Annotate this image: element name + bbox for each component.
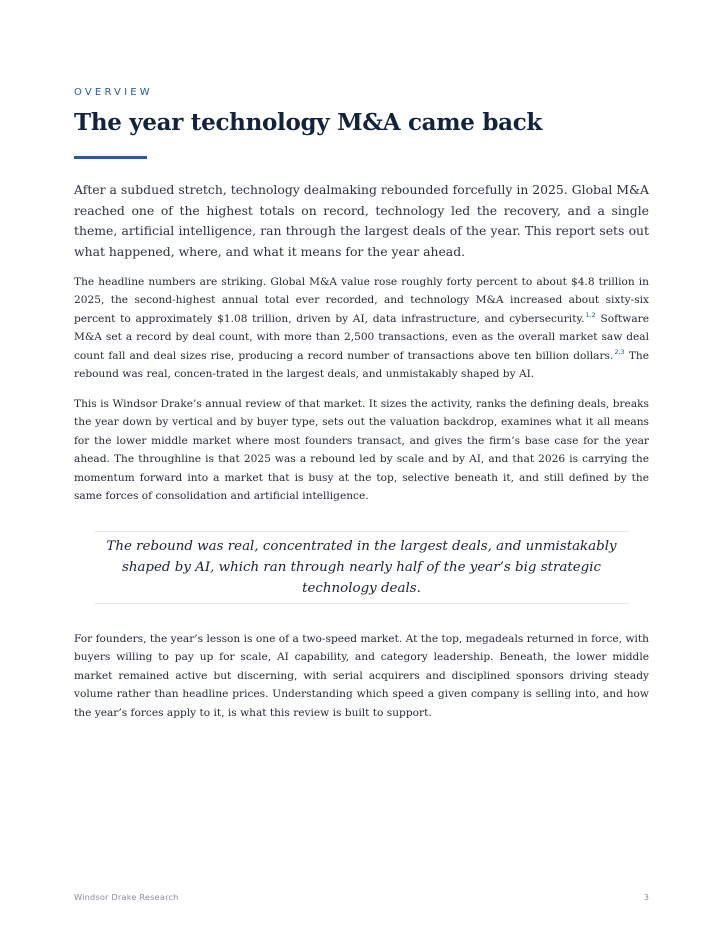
- body-paragraph-headline-numbers: [74, 273, 649, 383]
- lead-paragraph: After a subdued stretch, technology dealmaking rebounded forcefully in 2025. Global M&A reached one of the highest totals on record, technology led the recovery, and a single theme, artificial intelligence, ran through the largest deals of the year. This report sets out what happened, where, and what it means for the year ahead.: [74, 182, 649, 259]
- footnote-ref[interactable]: 1,2: [585, 310, 596, 319]
- pull-quote-text: The rebound was real, concentrated in the largest deals, and unmistakably shaped by AI, which ran through nearly half of the year’s big strategic technology deals.: [106, 539, 617, 596]
- footnote-ref[interactable]: 2,3: [614, 347, 625, 356]
- title-accent-rule: [74, 156, 147, 159]
- paragraph-text: The rebound was real, concen-trated in the largest deals, and unmistakably shaped by AI.: [74, 349, 649, 381]
- body-paragraph-review-scope: This is Windsor Drake’s annual review of that market. It sizes the activity, ranks the defining deals, breaks the year down by vertical and by buyer type, sets out the valuation backdrop, examines what it all means for the lower middle market where most founders transact, and gives the firm’s base case for the year ahead. The throughline is that 2025 was a rebound led by scale and by AI, and that 2026 is carrying the momentum forward into a market that is busy at the top, selective beneath it, and still defined by the same forces of consolidation and artificial intelligence.: [74, 398, 649, 503]
- pull-quote: [94, 531, 629, 604]
- paragraph-text: Software M&A set a record by deal count, with more than 2,500 transactions, even as the overall market saw deal count fall and deal sizes rise, producing a record number of transactions above ten billion dollars.: [74, 312, 649, 362]
- footer-publisher: Windsor Drake Research: [74, 892, 179, 902]
- page-title: The year technology M&A came back: [74, 109, 543, 136]
- paragraph-text: The headline numbers are striking. Global M&A value rose roughly forty percent to about $4.8 trillion in 2025, the second-highest annual total ever recorded, and technology M&A increased about sixty-six percent to approximately $1.08 trillion, driven by AI, data infrastructure, and cybersecurity.: [74, 276, 649, 325]
- section-eyebrow: OVERVIEW: [74, 87, 153, 98]
- footer-page-number: 3: [643, 892, 649, 902]
- body-paragraph-founders: For founders, the year’s lesson is one of a two-speed market. At the top, megadeals returned in force, with buyers willing to pay up for scale, AI capability, and category leadership. Beneath, the lower middle market remained active but discerning, with serial acquirers and disciplined sponsors driving steady volume rather than headline prices. Understanding which speed a given company is selling into, and how the year’s forces apply to it, is what this review is built to support.: [74, 633, 649, 719]
